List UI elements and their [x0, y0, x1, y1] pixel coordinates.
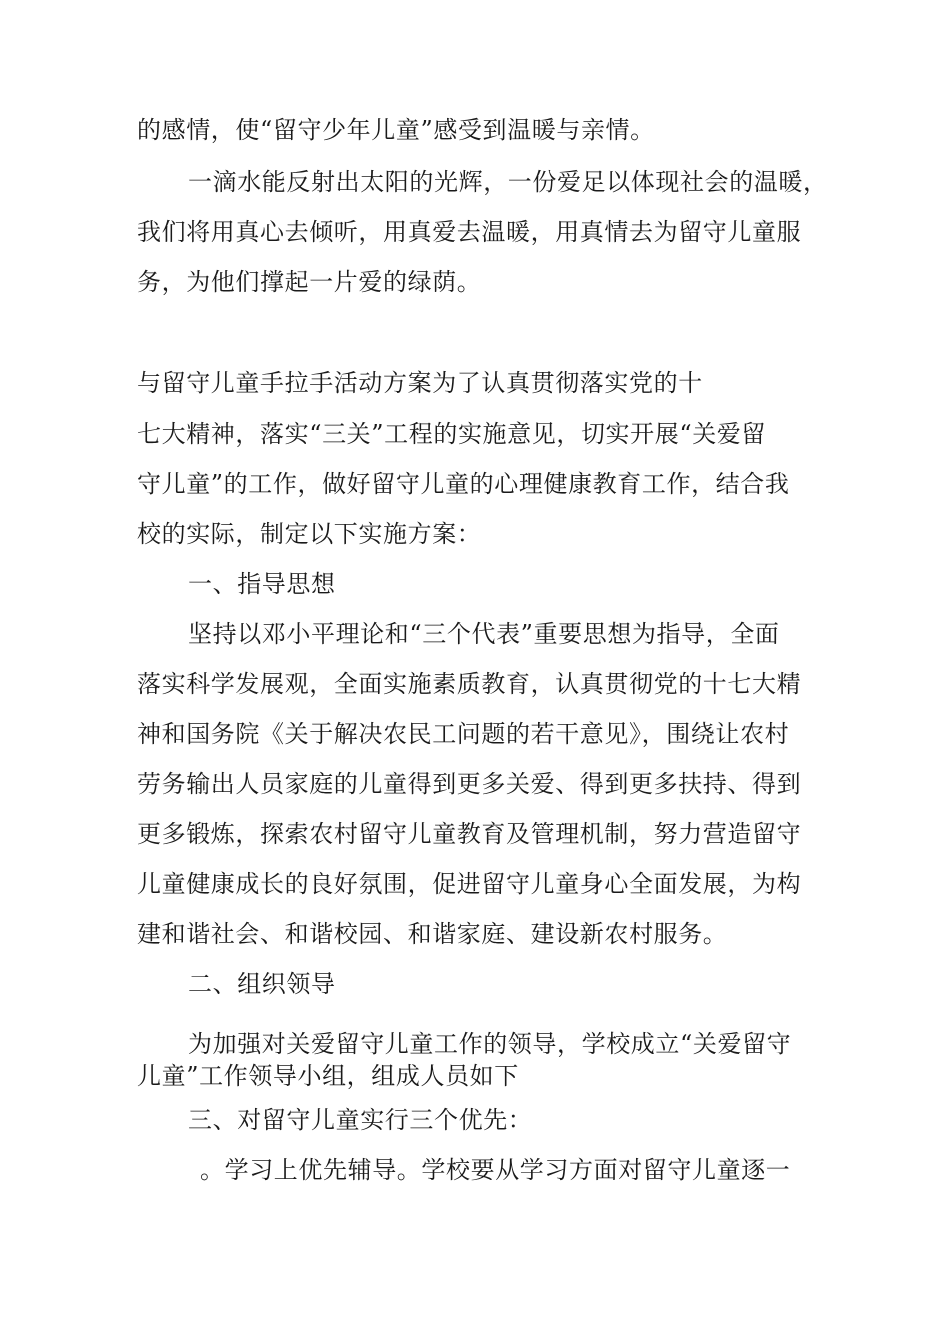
- paragraph-line: 儿童健康成长的良好氛围，促进留守儿童身心全面发展，为构: [137, 870, 802, 898]
- paragraph-line: 坚持以邓小平理论和“三个代表”重要思想为指导，全面: [188, 620, 780, 648]
- paragraph-line: 。学习上优先辅导。学校要从学习方面对留守儿童逐一: [200, 1156, 791, 1184]
- heading-organization: 二、组织领导: [188, 970, 336, 998]
- paragraph-line: 更多锻炼，探索农村留守儿童教育及管理机制，努力营造留守: [137, 820, 802, 848]
- paragraph-line: 神和国务院《关于解决农民工问题的若干意见》，围绕让农村: [137, 720, 790, 748]
- paragraph-line: 校的实际，制定以下实施方案：: [137, 520, 482, 548]
- paragraph-line: 我们将用真心去倾听，用真爱去温暖，用真情去为留守儿童服: [137, 218, 802, 246]
- heading-guiding-ideology: 一、指导思想: [188, 570, 336, 598]
- paragraph-line: 务，为他们撑起一片爱的绿荫。: [137, 268, 482, 296]
- paragraph-line: 一滴水能反射出太阳的光辉，一份爱足以体现社会的温暖，: [188, 168, 828, 196]
- section-title-line: 与留守儿童手拉手活动方案为了认真贯彻落实党的十: [137, 369, 703, 397]
- paragraph-line: 建和谐社会、和谐校园、和谐家庭、建设新农村服务。: [137, 920, 728, 948]
- paragraph-line: 为加强对关爱留守儿童工作的领导，学校成立“关爱留守: [188, 1030, 792, 1058]
- paragraph-line: 守儿童”的工作，做好留守儿童的心理健康教育工作，结合我: [137, 470, 790, 498]
- paragraph-line: 劳务输出人员家庭的儿童得到更多关爱、得到更多扶持、得到: [137, 770, 802, 798]
- paragraph-line: 的感情，使“留守少年儿童”感受到温暖与亲情。: [137, 116, 655, 144]
- paragraph-line: 儿童”工作领导小组，组成人员如下: [137, 1062, 519, 1090]
- paragraph-line: 落实科学发展观，全面实施素质教育，认真贯彻党的十七大精: [137, 670, 802, 698]
- heading-three-priorities: 三、对留守儿童实行三个优先：: [188, 1106, 533, 1134]
- paragraph-line: 七大精神，落实“三关”工程的实施意见，切实开展“关爱留: [137, 420, 767, 448]
